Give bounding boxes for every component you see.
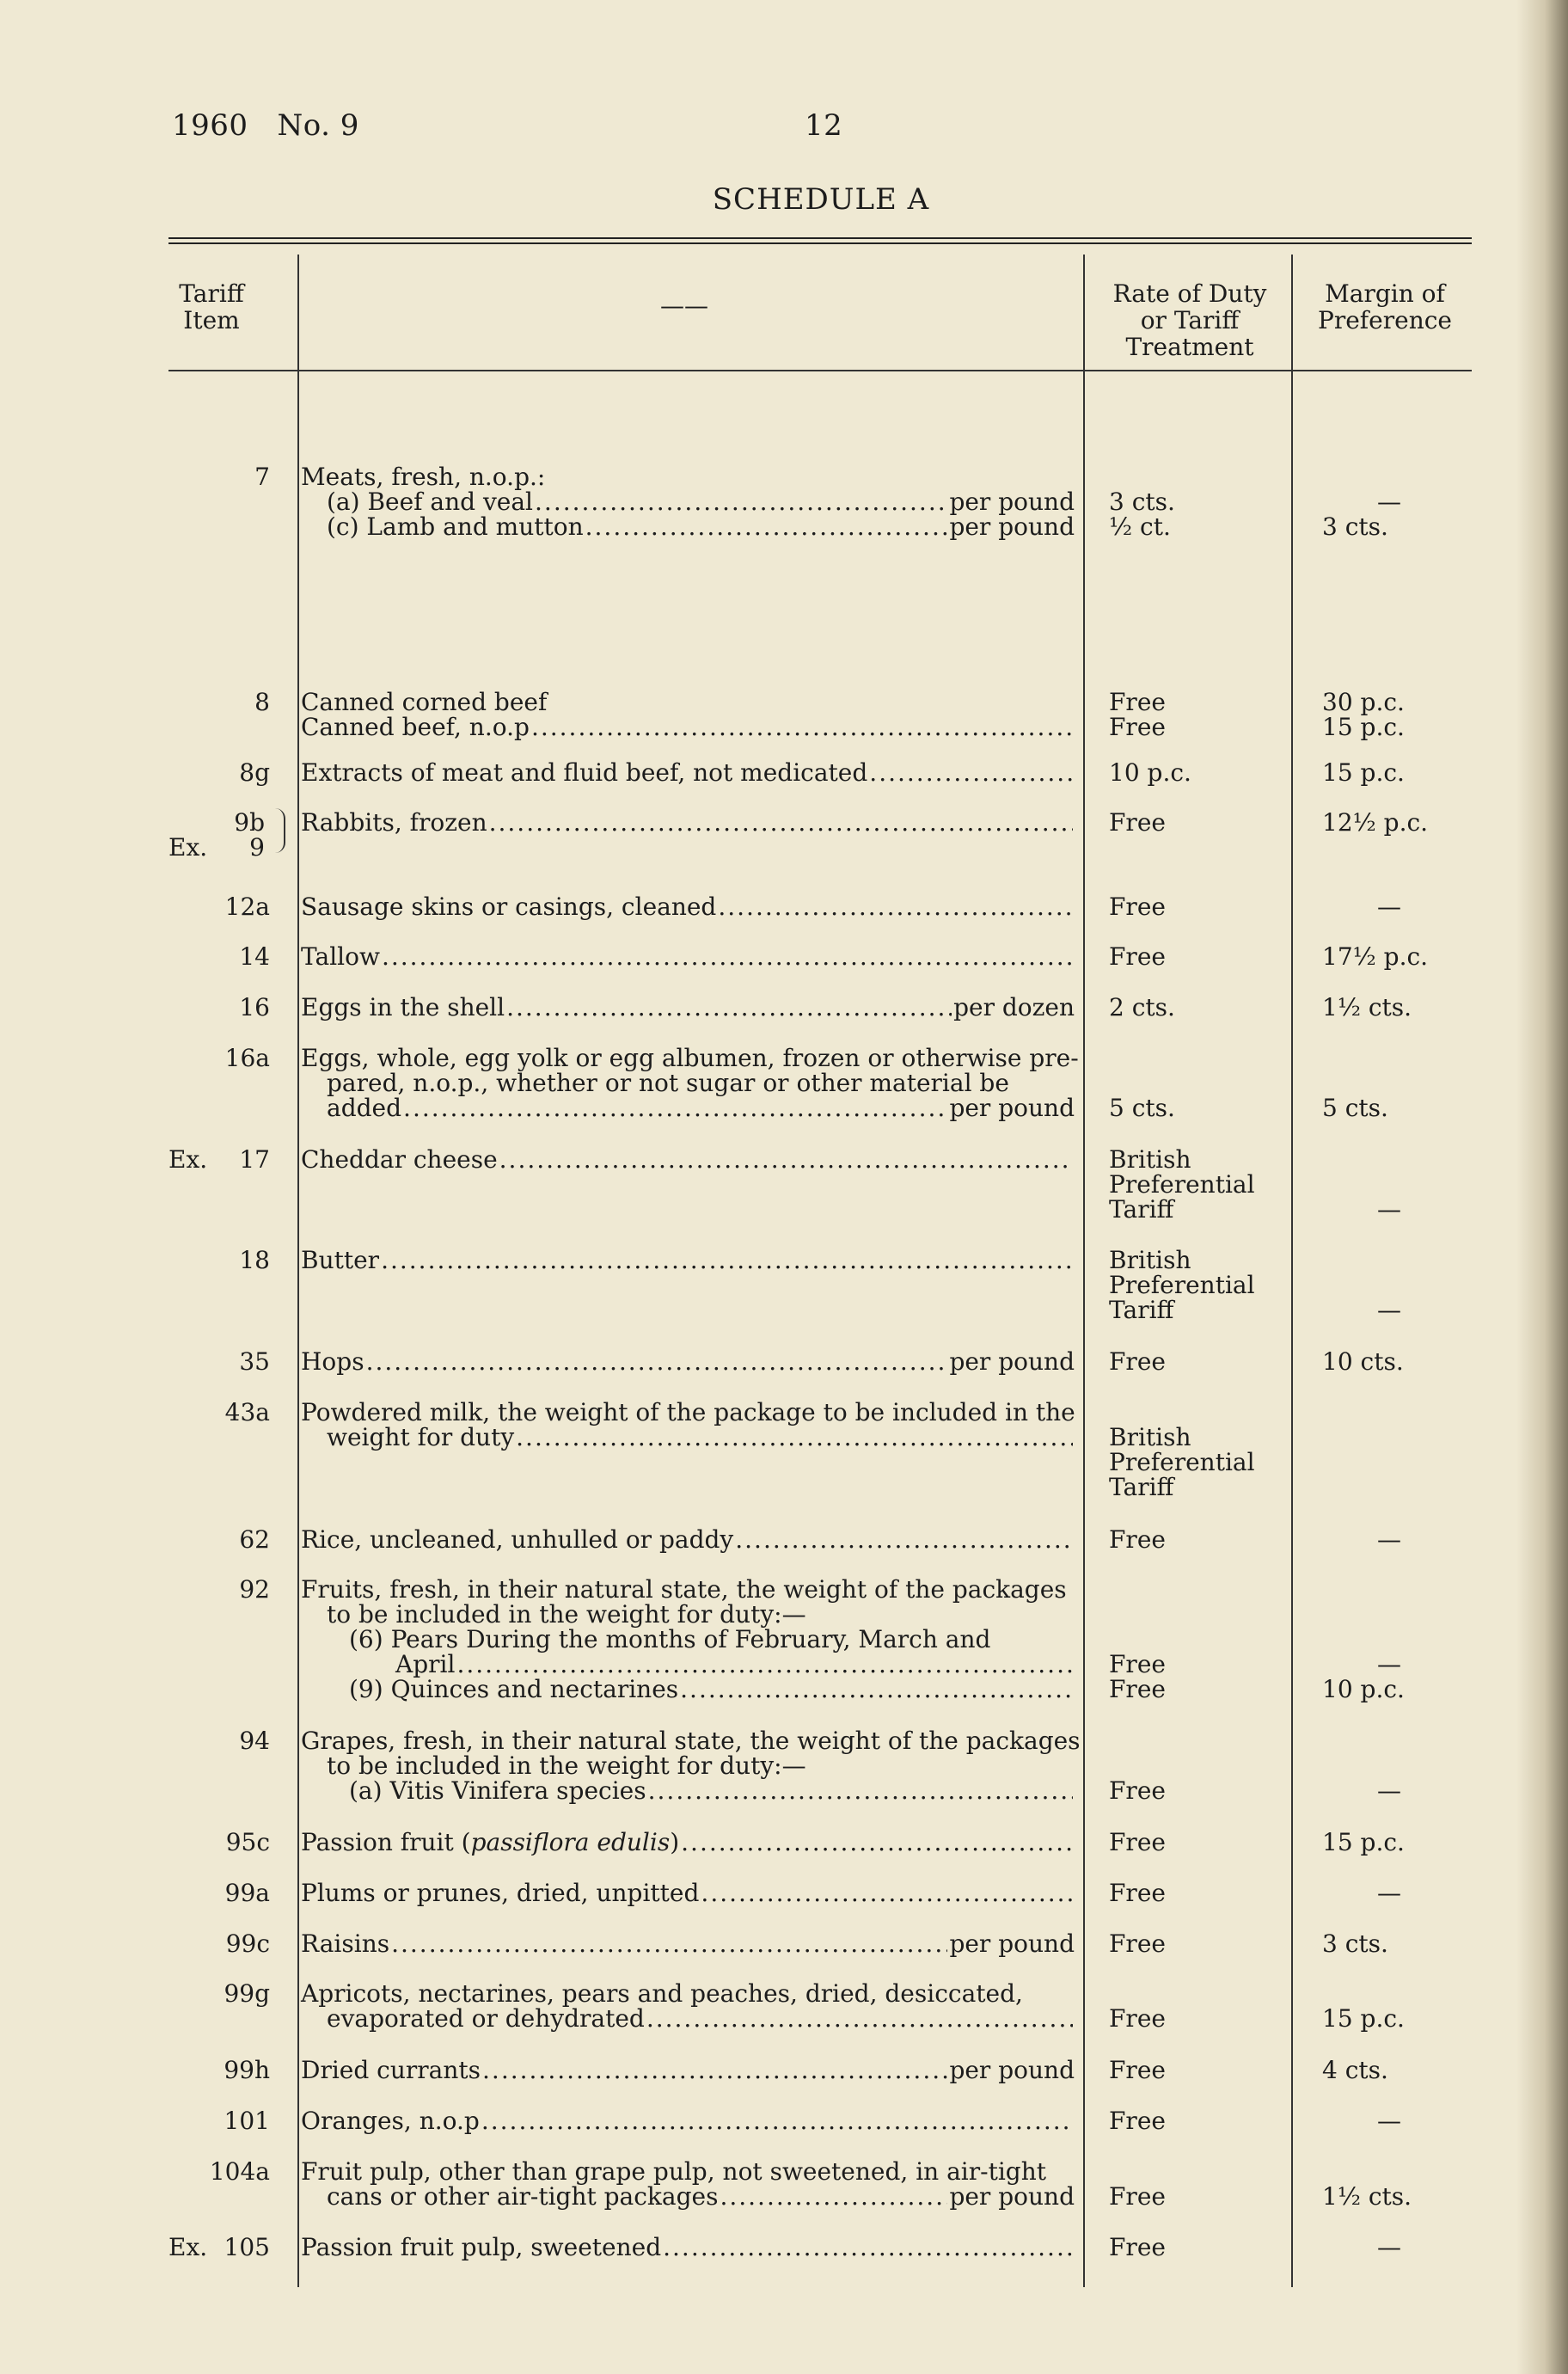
description-line: Fruit pulp, other than grape pulp, not sweetened, in air-tight (301, 2157, 1047, 2186)
rate-of-duty (1109, 2235, 1281, 2260)
description-line: Eggs in the shell (301, 993, 505, 1021)
margin-of-preference (1322, 1297, 1477, 1322)
description-line: Oranges, n.o.p (301, 2107, 480, 2135)
item-description (301, 1527, 1075, 1552)
margin-of-preference (1322, 1197, 1477, 1222)
tariff-item-number: 99h (224, 2056, 270, 2084)
rate-value: British (1109, 1423, 1191, 1451)
description-line: evaporated or dehydrated (327, 2004, 645, 2033)
rate-value: Free (1109, 2107, 1166, 2135)
item-description (301, 2235, 1075, 2260)
item-description (301, 1880, 1075, 1905)
margin-value: — (1377, 2233, 1401, 2261)
description-line: Rice, uncleaned, unhulled or paddy (301, 1525, 734, 1554)
rate-value: Free (1109, 713, 1166, 741)
rate-value: Tariff (1109, 1296, 1174, 1324)
leader-dots (391, 1931, 947, 1956)
margin-value: 3 cts. (1322, 1929, 1388, 1958)
col-divider (297, 371, 299, 2287)
description-line: Apricots, nectarines, pears and peaches, dried, desiccated, (301, 1979, 1023, 2008)
leader-dots (481, 2108, 1073, 2133)
item-description (301, 1981, 1075, 2031)
tariff-table (168, 237, 1472, 2263)
rate-value: Free (1109, 893, 1166, 921)
tariff-item-number: 95c (225, 1828, 270, 1856)
tariff-item-number: 9b (234, 808, 265, 837)
description-line: Eggs, whole, egg yolk or egg albumen, frozen or otherwise pre- (301, 1044, 1079, 1072)
col-tariff-item: Tariff Item (179, 279, 244, 334)
leader-dots (506, 995, 952, 1020)
item-description (301, 2108, 1075, 2133)
rate-value: Free (1109, 2233, 1166, 2261)
description-line: Fruits, fresh, in their natural state, the weight of the packages (301, 1575, 1067, 1604)
rate-of-duty (1109, 2108, 1281, 2133)
margin-value: — (1377, 1195, 1401, 1224)
rate-of-duty (1109, 1349, 1281, 1374)
leader-dots (681, 1830, 1073, 1855)
tariff-item-number: 8 (254, 688, 270, 716)
item-description (301, 690, 1075, 739)
tariff-item-number: 16a (224, 1044, 270, 1072)
description-line: Cheddar cheese (301, 1145, 498, 1174)
item-description (301, 944, 1075, 969)
description-line: Sausage skins or casings, cleaned (301, 893, 717, 921)
leader-dots (585, 514, 948, 539)
description-line: Extracts of meat and fluid beef, not medicated (301, 758, 868, 787)
rate-of-duty (1109, 894, 1281, 919)
margin-value: 4 cts. (1322, 2056, 1388, 2084)
rate-of-duty (1109, 1830, 1281, 1855)
unit-label: per pound (949, 2182, 1075, 2211)
rate-value: Free (1109, 2182, 1166, 2211)
col-divider (1291, 255, 1293, 370)
col-rate: Rate of Duty or Tariff Treatment (1112, 279, 1267, 361)
description-line: added (327, 1094, 402, 1122)
margin-of-preference (1322, 944, 1477, 969)
item-description (301, 760, 1075, 785)
description-line: April (395, 1650, 456, 1678)
leader-dots (403, 1095, 947, 1120)
rate-of-duty (1109, 2184, 1281, 2209)
col-divider (1083, 255, 1085, 370)
tariff-item-number: 9 (249, 833, 265, 862)
margin-of-preference (1322, 2235, 1477, 2260)
margin-value: 1½ cts. (1322, 2182, 1412, 2211)
item-description (301, 2058, 1075, 2083)
item-description (301, 2159, 1075, 2209)
margin-of-preference (1322, 894, 1477, 919)
rate-of-duty (1109, 1527, 1281, 1552)
rate-of-duty (1109, 995, 1281, 1020)
tariff-item-number: 104a (209, 2157, 270, 2186)
col-margin: Margin of Preference (1318, 279, 1452, 334)
margin-value: 30 p.c. (1322, 688, 1405, 716)
rate-value: Preferential (1109, 1448, 1255, 1476)
rate-value: Tariff (1109, 1473, 1174, 1501)
margin-of-preference (1322, 1830, 1477, 1855)
leader-dots (535, 489, 947, 514)
tariff-item-number: 105 (224, 2233, 270, 2261)
leader-dots (680, 1677, 1073, 1702)
table-header (168, 244, 1472, 371)
margin-of-preference (1322, 489, 1477, 539)
margin-value: 3 cts. (1322, 512, 1388, 541)
description-line: (a) Vitis Vinifera species (349, 1776, 646, 1805)
margin-value: 17½ p.c. (1322, 942, 1429, 971)
leader-dots (516, 1425, 1073, 1450)
margin-of-preference (1322, 995, 1477, 1020)
rate-value: British (1109, 1145, 1191, 1174)
rate-value: Free (1109, 808, 1166, 837)
item-description (301, 1248, 1075, 1273)
tariff-item-number: 94 (239, 1727, 270, 1755)
rate-value: Free (1109, 1879, 1166, 1907)
col-description: —— (660, 291, 708, 320)
margin-value: 15 p.c. (1322, 758, 1405, 787)
item-description (301, 464, 1075, 539)
margin-value: — (1377, 1879, 1401, 1907)
page-edge-shadow (1516, 0, 1568, 2374)
margin-value: — (1377, 1776, 1401, 1805)
description-line: Tallow (301, 942, 380, 971)
leader-dots (869, 760, 1073, 785)
leader-dots (648, 1778, 1073, 1803)
col-divider (297, 255, 299, 370)
tariff-item-number: 99c (225, 1929, 270, 1958)
rate-of-duty (1109, 1095, 1281, 1120)
description-line: Powdered milk, the weight of the package to be included in the (301, 1398, 1075, 1426)
rate-value: 5 cts. (1109, 1094, 1175, 1122)
item-description (301, 810, 1075, 835)
rate-of-duty (1109, 690, 1281, 739)
margin-of-preference (1322, 1527, 1477, 1552)
unit-label: per pound (949, 1347, 1075, 1376)
item-description (301, 1830, 1075, 1855)
tariff-item-number: 99a (224, 1879, 270, 1907)
unit-label: per pound (949, 1929, 1075, 1958)
rate-value: Preferential (1109, 1271, 1255, 1299)
rate-value: Free (1109, 1929, 1166, 1958)
ex-prefix: Ex. (168, 833, 208, 862)
margin-of-preference (1322, 1095, 1477, 1120)
rate-value: Free (1109, 1675, 1166, 1703)
rate-value: Free (1109, 1776, 1166, 1805)
description-line: to be included in the weight for duty:— (327, 1600, 806, 1629)
margin-value: — (1377, 1296, 1401, 1324)
description-line: pared, n.o.p., whether or not sugar or other material be (327, 1069, 1009, 1097)
tariff-item-number: 14 (239, 942, 270, 971)
margin-value: — (1377, 2107, 1401, 2135)
rate-value: 10 p.c. (1109, 758, 1191, 787)
description-line: Dried currants (301, 2056, 481, 2084)
rate-value: Free (1109, 2056, 1166, 2084)
description-line: Hops (301, 1347, 364, 1376)
item-description (301, 1931, 1075, 1956)
description-line: Raisins (301, 1929, 390, 1958)
rate-of-duty (1109, 1931, 1281, 1956)
tariff-item-number: 7 (254, 463, 270, 491)
margin-value: 1½ cts. (1322, 993, 1412, 1021)
tariff-item-number: 8g (239, 758, 270, 787)
tariff-item-number: 101 (224, 2107, 270, 2135)
item-description (301, 1727, 1081, 1805)
margin-value: 15 p.c. (1322, 713, 1405, 741)
rate-of-duty (1109, 1425, 1281, 1500)
margin-of-preference (1322, 2058, 1477, 2083)
description-line: Canned beef, n.o.p (301, 713, 530, 741)
leader-dots (718, 894, 1073, 919)
page-number: 12 (805, 108, 843, 143)
description-line: Passion fruit pulp, sweetened (301, 2233, 662, 2261)
margin-of-preference (1322, 2006, 1477, 2031)
leader-dots (482, 2058, 947, 2083)
rate-value: Free (1109, 1828, 1166, 1856)
rate-value: Free (1109, 2004, 1166, 2033)
rate-value: Free (1109, 688, 1166, 716)
tariff-item-number: 99g (224, 1979, 270, 2008)
description-line: weight for duty (327, 1423, 515, 1451)
document-reference: 1960 No. 9 (172, 108, 359, 143)
leader-dots (366, 1349, 948, 1374)
rate-value: ½ ct. (1109, 512, 1171, 541)
description-line: Meats, fresh, n.o.p.: (301, 463, 546, 491)
tariff-item-number: 43a (224, 1398, 270, 1426)
margin-of-preference (1322, 2184, 1477, 2209)
col-divider (1291, 371, 1293, 2287)
margin-of-preference (1322, 810, 1477, 835)
rate-of-duty (1109, 2058, 1281, 2083)
col-divider (1083, 371, 1085, 2287)
item-description (301, 1349, 1075, 1374)
tariff-item-number: 18 (239, 1246, 270, 1274)
margin-value: — (1377, 1650, 1401, 1678)
rate-of-duty (1109, 489, 1281, 539)
margin-of-preference (1322, 760, 1477, 785)
tariff-item-number: 12a (224, 893, 270, 921)
margin-value: 12½ p.c. (1322, 808, 1429, 837)
item-description (301, 1147, 1075, 1172)
description-line: Passion fruit (passiflora edulis) (301, 1828, 680, 1856)
description-line: (9) Quinces and nectarines (349, 1675, 679, 1703)
rate-value: Free (1109, 1525, 1166, 1554)
margin-value: 15 p.c. (1322, 1828, 1405, 1856)
rate-of-duty (1109, 944, 1281, 969)
description-line: Butter (301, 1246, 380, 1274)
leader-dots (531, 715, 1073, 739)
leader-dots (735, 1527, 1073, 1552)
margin-value: — (1377, 1525, 1401, 1554)
unit-label: per dozen (953, 993, 1075, 1021)
leader-dots (701, 1880, 1073, 1905)
leader-dots (720, 2184, 947, 2209)
tariff-item-number: 17 (239, 1145, 270, 1174)
description-line: (6) Pears During the months of February, March and (349, 1625, 991, 1653)
rate-value: Tariff (1109, 1195, 1174, 1224)
ex-prefix: Ex. (168, 1145, 208, 1174)
description-line: to be included in the weight for duty:— (327, 1751, 806, 1780)
tariff-item-number: 35 (239, 1347, 270, 1376)
item-description (301, 1400, 1075, 1450)
tariff-item-number: 16 (239, 993, 270, 1021)
description-line: Canned corned beef (301, 688, 548, 716)
margin-of-preference (1322, 1880, 1477, 1905)
item-description (301, 894, 1075, 919)
margin-value: 10 cts. (1322, 1347, 1404, 1376)
leader-dots (646, 2006, 1073, 2031)
unit-label: per pound (949, 512, 1075, 541)
margin-value: 15 p.c. (1322, 2004, 1405, 2033)
rate-of-duty (1109, 760, 1281, 785)
rate-value: Free (1109, 1650, 1166, 1678)
rate-of-duty (1109, 1880, 1281, 1905)
rate-value: 3 cts. (1109, 488, 1175, 516)
schedule-title: SCHEDULE A (712, 182, 930, 217)
item-grouping-brace (275, 808, 285, 853)
description-line: Plums or prunes, dried, unpitted (301, 1879, 700, 1907)
rate-of-duty (1109, 1652, 1281, 1702)
margin-of-preference (1322, 690, 1477, 739)
margin-value: — (1377, 488, 1401, 516)
leader-dots (381, 1248, 1073, 1273)
margin-value: 5 cts. (1322, 1094, 1388, 1122)
unit-label: per pound (949, 1094, 1075, 1122)
margin-of-preference (1322, 2108, 1477, 2133)
ex-prefix: Ex. (168, 2233, 208, 2261)
leader-dots (663, 2235, 1073, 2260)
rate-of-duty (1109, 1778, 1281, 1803)
rate-of-duty (1109, 2006, 1281, 2031)
table-body (168, 371, 1472, 2263)
rate-value: Free (1109, 942, 1166, 971)
margin-of-preference (1322, 1349, 1477, 1374)
item-description (301, 995, 1075, 1020)
description-line: (c) Lamb and mutton (327, 512, 584, 541)
item-description (301, 1577, 1075, 1702)
rate-value: Free (1109, 1347, 1166, 1376)
margin-of-preference (1322, 1652, 1477, 1702)
description-line: Grapes, fresh, in their natural state, the weight of the packages (301, 1727, 1081, 1755)
rate-value: 2 cts. (1109, 993, 1175, 1021)
description-line: Rabbits, frozen (301, 808, 487, 837)
tariff-item-number: 62 (239, 1525, 270, 1554)
leader-dots (489, 810, 1073, 835)
item-description (301, 1044, 1079, 1122)
description-line: cans or other air-tight packages (327, 2182, 719, 2211)
table-top-rule (168, 237, 1472, 244)
unit-label: per pound (949, 488, 1075, 516)
rate-of-duty (1109, 1147, 1281, 1222)
margin-value: — (1377, 893, 1401, 921)
margin-of-preference (1322, 1931, 1477, 1956)
unit-label: per pound (949, 2056, 1075, 2084)
leader-dots (499, 1147, 1073, 1172)
rate-of-duty (1109, 810, 1281, 835)
description-line: (a) Beef and veal (327, 488, 534, 516)
rate-of-duty (1109, 1248, 1281, 1322)
margin-value: 10 p.c. (1322, 1675, 1405, 1703)
rate-value: British (1109, 1246, 1191, 1274)
leader-dots (456, 1652, 1073, 1677)
margin-of-preference (1322, 1778, 1477, 1803)
tariff-item-number: 92 (239, 1575, 270, 1604)
leader-dots (382, 944, 1073, 969)
rate-value: Preferential (1109, 1170, 1255, 1199)
